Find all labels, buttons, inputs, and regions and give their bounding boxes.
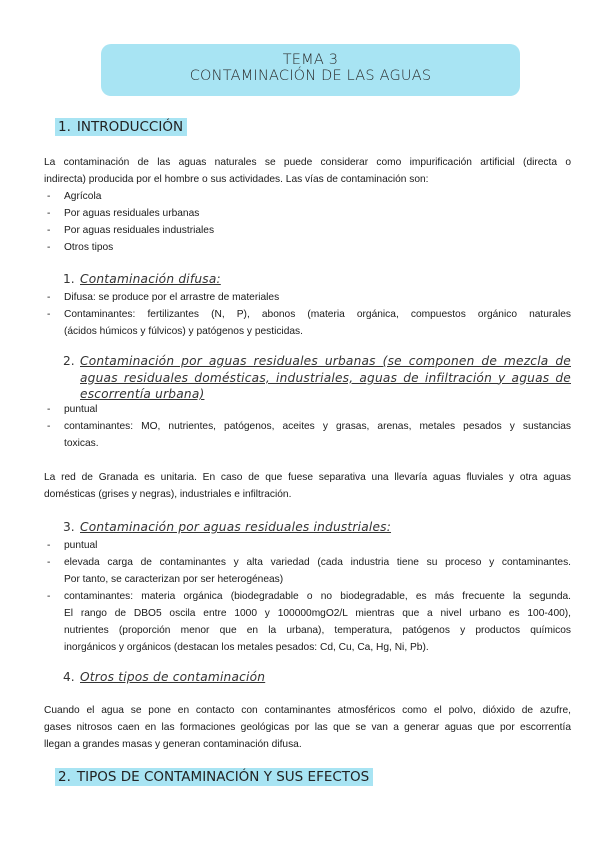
list-item: - elevada carga de contaminantes y alta variedad (cada industria tiene su proceso y contaminantes. Por tanto, se caracterizan por ser heterogéneas) <box>47 557 571 585</box>
subheading-otros: 4. Otros tipos de contaminación <box>63 670 266 684</box>
section-number: 1. <box>58 119 71 135</box>
list-item: - puntual <box>47 404 98 415</box>
granada-paragraph: La red de Granada es unitaria. En caso de que fuese separativa una llevaría aguas fluviales y otra aguas domésticas (grises y negras), industriales e infiltración. <box>44 472 571 500</box>
title-banner <box>101 44 520 96</box>
urbanas-list <box>44 401 571 452</box>
list-item: - Contaminantes: fertilizantes (N, P), abonos (materia orgánica, compuestos orgánico naturales (ácidos húmicos y fúlvicos) y patógenos y pesticidas. <box>47 309 571 337</box>
title-line-2: CONTAMINACIÓN DE LAS AGUAS <box>189 68 432 84</box>
section-heading-introduccion <box>55 117 187 137</box>
otros-paragraph: Cuando el agua se pone en contacto con contaminantes atmosféricos como el polvo, dióxido de azufre, gases nitrosos caen en las formaciones geológicas por las que se van a generar aguas que por escorrentía llegan a grandes masas y generan contaminación difusa. <box>44 705 571 750</box>
subheading-difusa: 1. Contaminación difusa: <box>63 272 221 286</box>
paragraph-line: indirecta) producida por el hombre o sus actividades. Las vías de contaminación son: <box>44 174 429 185</box>
list-item: - Por aguas residuales urbanas <box>47 208 200 219</box>
list-item: - puntual <box>47 540 98 551</box>
list-item: - Difusa: se produce por el arrastre de materiales <box>47 292 280 303</box>
list-item: - Por aguas residuales industriales <box>47 225 215 236</box>
section-heading-tipos: 2. TIPOS DE CONTAMINACIÓN Y SUS EFECTOS <box>55 767 373 787</box>
title-line-1: TEMA 3 <box>282 52 339 68</box>
paragraph-line: La contaminación de las aguas naturales se puede considerar como impurificación artificial (directa o <box>44 157 571 168</box>
section-label: INTRODUCCIÓN <box>76 119 184 135</box>
subheading-urbanas: 2. Contaminación por aguas residuales urbanas (se componen de mezcla de aguas residuales domésticas, industriales, aguas de infiltración y aguas de escorrentía urbana) <box>63 354 571 401</box>
list-item: - Otros tipos <box>47 242 114 253</box>
list-item: - Agrícola <box>47 191 102 202</box>
intro-paragraph <box>44 154 571 188</box>
industriales-list <box>44 537 571 656</box>
difusa-list <box>44 289 571 340</box>
vias-list <box>44 188 571 256</box>
list-item: - contaminantes: MO, nutrientes, patógenos, aceites y grasas, arenas, metales pesados y sustancias toxicas. <box>47 421 571 449</box>
list-item: - contaminantes: materia orgánica (biodegradable o no biodegradable, es más frecuente la segunda. El rango de DBO5 oscila entre 1000 y 100000mgO2/L mientras que a nivel urbano es 100-400), nutrientes (proporción menor que en la urbana), temperatura, patógenos y productos químicos inorgánicos y orgánicos (destacan los metales pesados: Cd, Cu, Ca, Hg, Ni, Pb). <box>47 591 571 653</box>
subheading-industriales: 3. Contaminación por aguas residuales industriales: <box>63 520 392 534</box>
